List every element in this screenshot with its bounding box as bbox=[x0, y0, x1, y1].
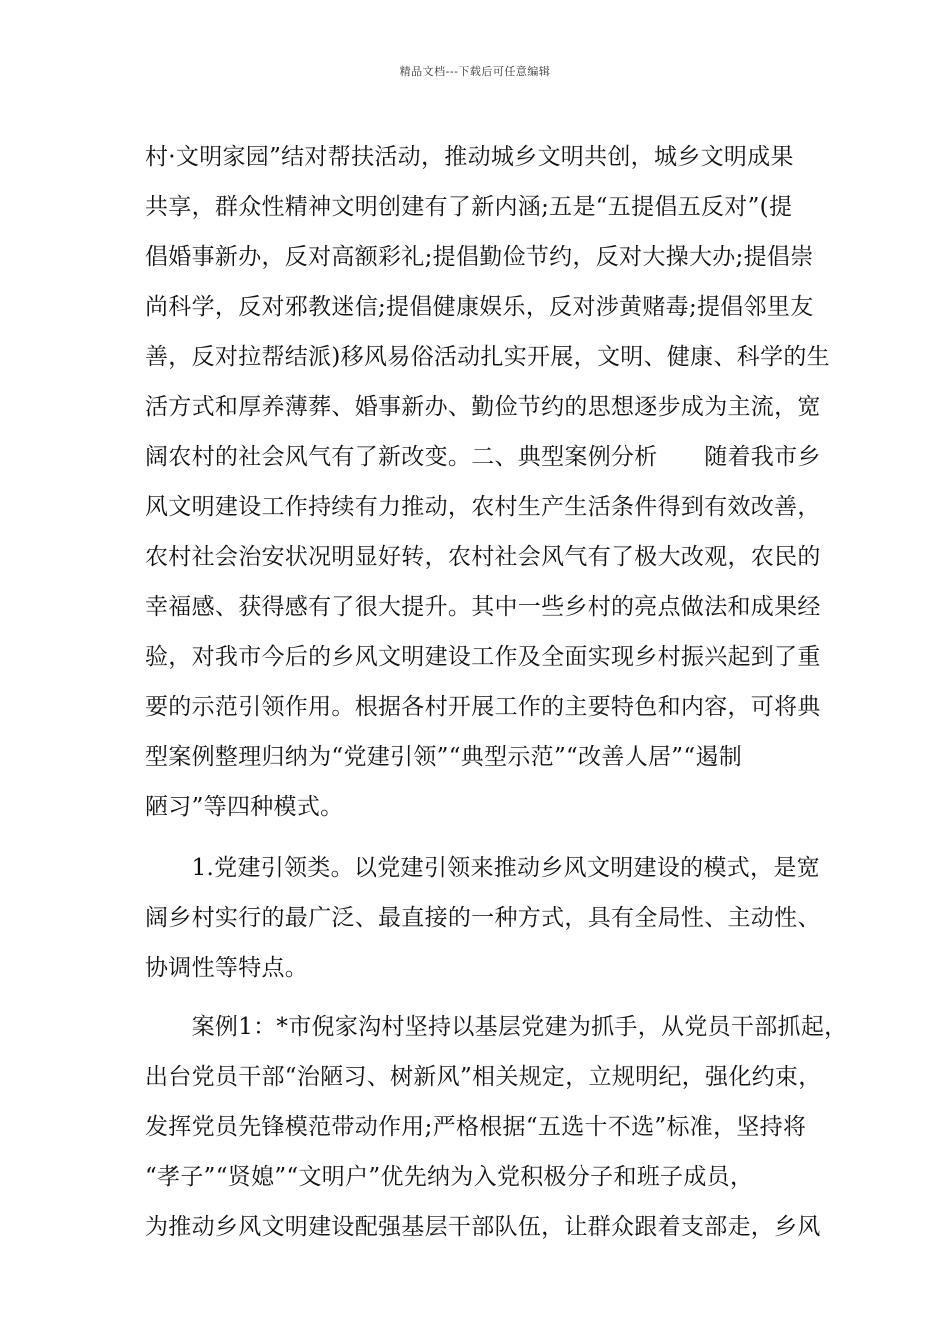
text-line: 为推动乡风文明建设配强基层干部队伍，让群众跟着支部走，乡风 bbox=[145, 1214, 821, 1240]
text-line: 活方式和厚养薄葬、婚事新办、勤俭节约的思想逐步成为主流，宽 bbox=[145, 394, 821, 420]
text-line: 倡婚事新办，反对高额彩礼;提倡勤俭节约，反对大操大办;提倡崇 bbox=[145, 244, 814, 270]
text-line: 要的示范引领作用。根据各村开展工作的主要特色和内容，可将典 bbox=[145, 694, 821, 720]
text-line: 陋习”等四种模式。 bbox=[145, 794, 344, 820]
paragraph bbox=[145, 132, 830, 832]
text-line: 共享，群众性精神文明创建有了新内涵;五是“五提倡五反对”(提 bbox=[145, 194, 793, 220]
text-line: 阔乡村实行的最广泛、最直接的一种方式，具有全局性、主动性、 bbox=[145, 905, 821, 931]
text-line: 农村社会治安状况明显好转，农村社会风气有了极大改观，农民的 bbox=[145, 544, 821, 570]
text-line: 善，反对拉帮结派)移风易俗活动扎实开展，文明、健康、科学的生 bbox=[145, 344, 830, 370]
text-line: 村·文明家园”结对帮扶活动，推动城乡文明共创，城乡文明成果 bbox=[145, 144, 794, 170]
paragraph bbox=[145, 843, 821, 993]
text-line: 风文明建设工作持续有力推动，农村生产生活条件得到有效改善， bbox=[145, 494, 821, 520]
text-line: 出台党员干部“治陋习、树新风”相关规定，立规明纪，强化约束， bbox=[145, 1064, 822, 1090]
text-line: 1.党建引领类。以党建引领来推动乡风文明建设的模式，是宽 bbox=[145, 855, 820, 881]
page-header: 精品文档---下载后可任意编辑 bbox=[399, 65, 551, 78]
text-line: 幸福感、获得感有了很大提升。其中一些乡村的亮点做法和成果经 bbox=[145, 594, 821, 620]
text-line: 阔农村的社会风气有了新改变。二、典型案例分析 随着我市乡 bbox=[145, 444, 821, 470]
text-line: 协调性等特点。 bbox=[145, 955, 309, 981]
text-line: 案例1：*市倪家沟村坚持以基层党建为抓手，从党员干部抓起， bbox=[145, 1014, 848, 1040]
text-line: 发挥党员先锋模范带动作用;严格根据“五选十不选”标准，坚持将 bbox=[145, 1114, 807, 1140]
text-line: “孝子”“贤媳”“文明户”优先纳为入党积极分子和班子成员， bbox=[145, 1164, 754, 1190]
text-line: 验，对我市今后的乡风文明建设工作及全面实现乡村振兴起到了重 bbox=[145, 644, 821, 670]
text-line: 型案例整理归纳为“党建引领”“典型示范”“改善人居”“遏制 bbox=[145, 744, 743, 770]
text-line: 尚科学，反对邪教迷信;提倡健康娱乐，反对涉黄赌毒;提倡邻里友 bbox=[145, 294, 814, 320]
paragraph bbox=[145, 1002, 848, 1252]
document-body bbox=[145, 132, 848, 1252]
